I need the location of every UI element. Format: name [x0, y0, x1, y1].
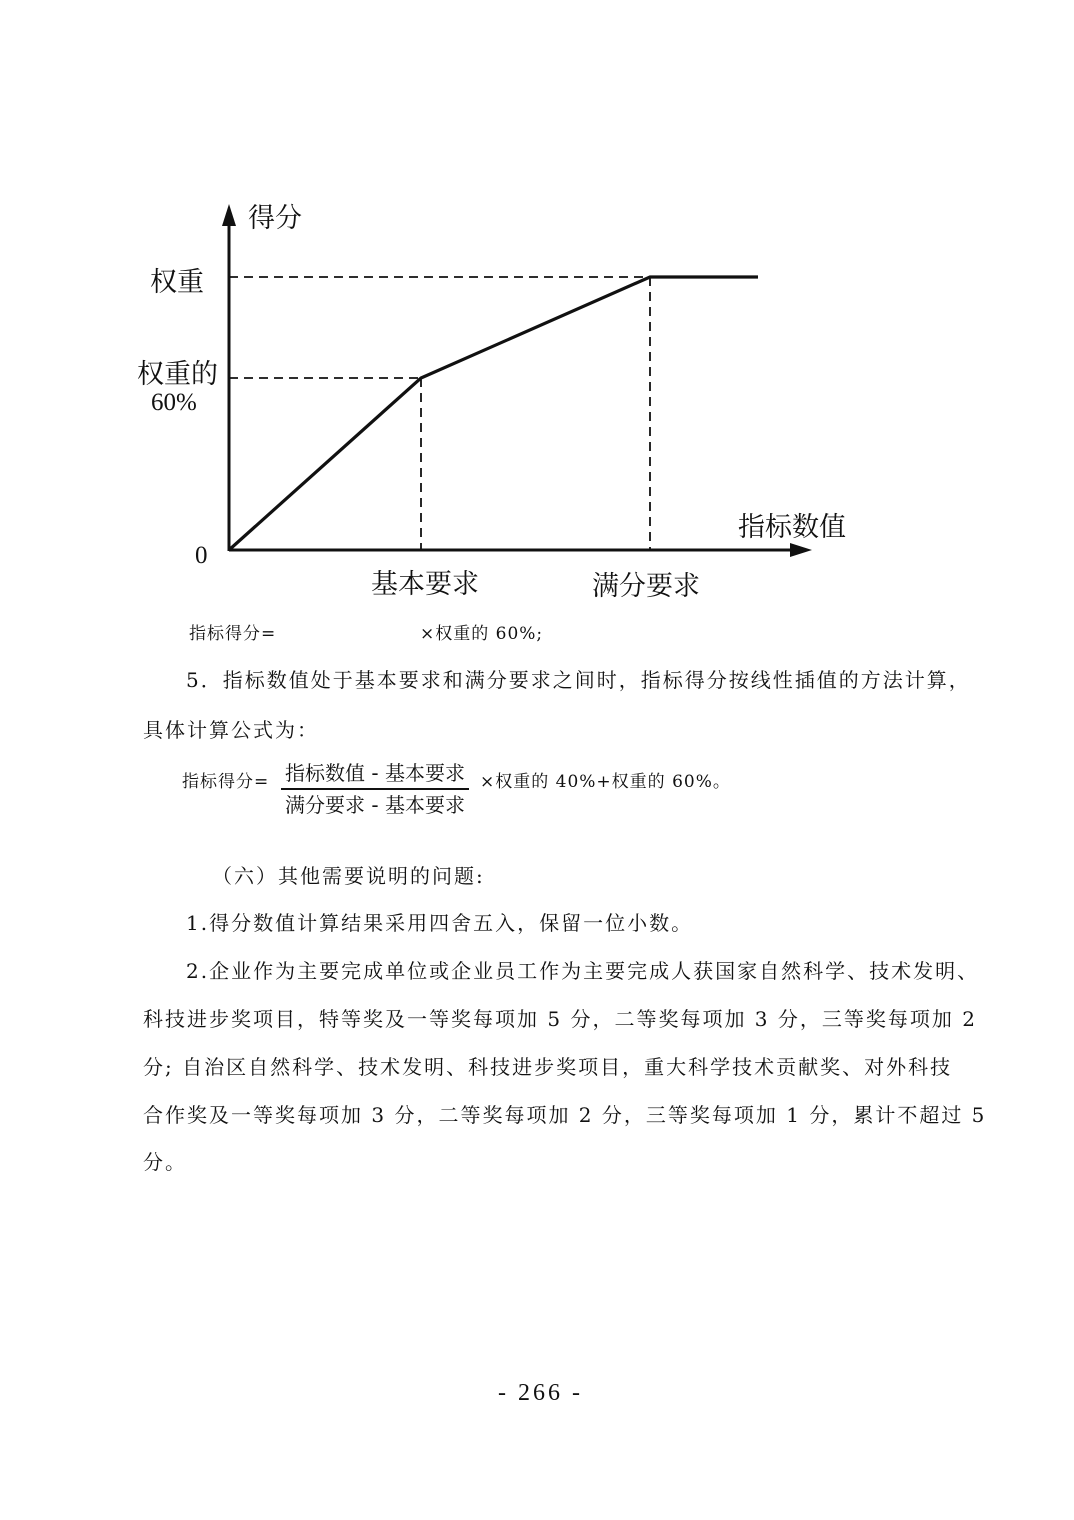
formula2-lhs: 指标得分= — [182, 772, 270, 792]
section6-item2-line2: 科技进步奖项目，特等奖及一等奖每项加 5 分，二等奖每项加 3 分，三等奖每项加 2 — [143, 1007, 977, 1031]
y-axis-arrow — [222, 204, 236, 226]
section6-item2-line3: 分; 自治区自然科学、技术发明、科技进步奖项目，重大科学技术贡献奖、对外科技 — [143, 1055, 953, 1079]
item5-line1: 5．指标数值处于基本要求和满分要求之间时，指标得分按线性插值的方法计算， — [186, 668, 971, 692]
section6-item2-line5: 分。 — [143, 1150, 187, 1174]
section6-item1: 1.得分数值计算结果采用四舍五入，保留一位小数。 — [186, 911, 694, 935]
x-axis-arrow — [790, 543, 812, 557]
x-tick-full: 满分要求 — [592, 571, 700, 602]
section6-item2-line1: 2.企业作为主要完成单位或企业员工作为主要完成人获国家自然科学、技术发明、 — [186, 959, 980, 983]
formula1-rhs: ×权重的 60%; — [420, 624, 544, 644]
formula2-denominator: 满分要求 - 基本要求 — [285, 792, 465, 817]
scoring-diagram — [0, 0, 1074, 620]
formula2-rhs: ×权重的 40%+权重的 60%。 — [480, 772, 731, 792]
formula2-numerator: 指标数值 - 基本要求 — [285, 761, 465, 785]
y-tick-weight: 权重 — [150, 267, 204, 298]
score-curve — [229, 277, 758, 550]
x-axis-label: 指标数值 — [738, 512, 846, 543]
section6-item2-line4: 合作奖及一等奖每项加 3 分，二等奖每项加 2 分，三等奖每项加 1 分，累计不超过 5 — [143, 1103, 987, 1127]
y-axis-label: 得分 — [248, 203, 302, 234]
x-tick-basic: 基本要求 — [371, 569, 479, 600]
item5-line2: 具体计算公式为： — [143, 718, 319, 742]
y-tick-weight-partial: 权重的 — [137, 359, 218, 390]
formula2-fraction — [281, 760, 469, 818]
fraction-bar — [281, 788, 469, 790]
y-tick-weight-percent: 60% — [151, 389, 197, 416]
origin-label: 0 — [195, 542, 208, 569]
section6-heading: （六）其他需要说明的问题: — [212, 864, 485, 888]
formula1-lhs: 指标得分= — [189, 624, 277, 644]
page-number: - 266 - — [498, 1380, 583, 1406]
